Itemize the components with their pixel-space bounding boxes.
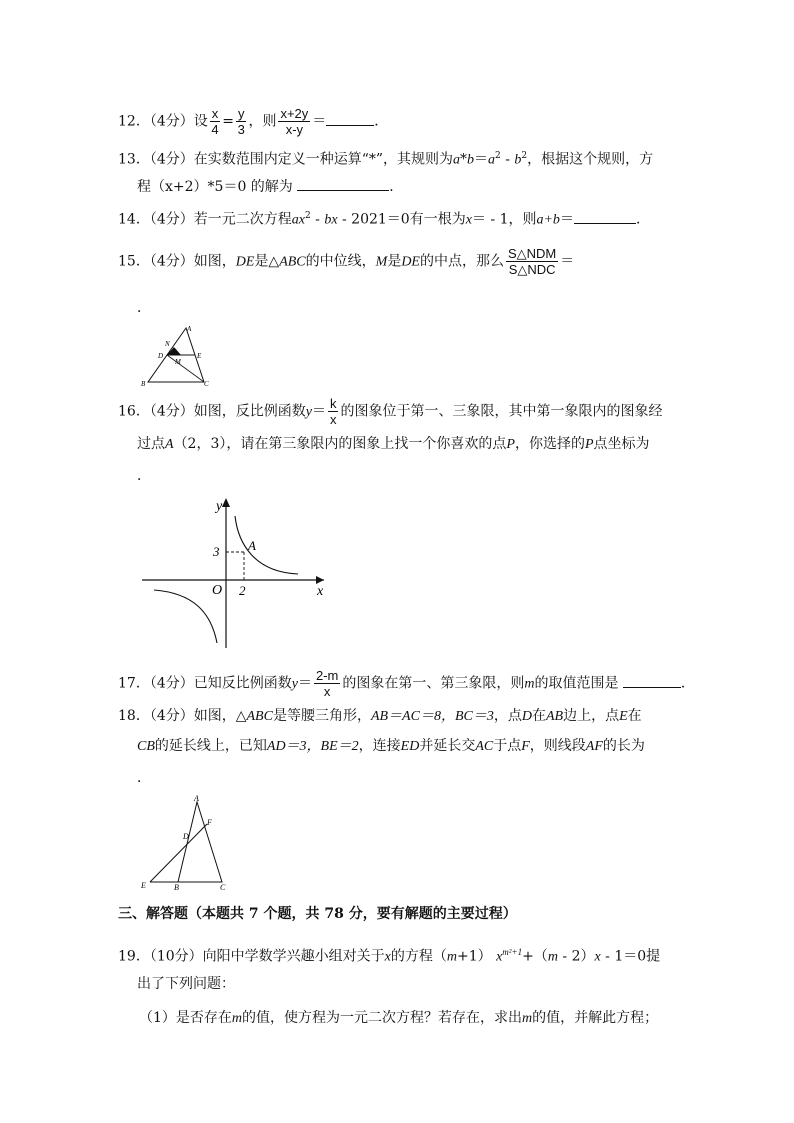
- hyperbola-branch-quadrant-1: [235, 516, 298, 574]
- question-14: 14．（4分）若一元二次方程$ax^2$ - bx - 2021＝0有一根为x＝ - 1，则a+b＝ ．: [118, 206, 650, 231]
- label-A: A: [194, 794, 199, 803]
- question-15: 15．（4分）如图，DE是△ABC的中位线，M是DE的中点，那么 $\frac{\text{S△NDM}}{\text{S△NDC}}$ ＝: [118, 246, 575, 277]
- question-16-line-2: 过点A（2，3），请在第三象限内的图象上找一个你喜欢的点P，你选择的P点坐标为: [137, 436, 650, 452]
- q12-text: 12．（4分）设: [118, 113, 208, 130]
- label-B: B: [141, 380, 146, 388]
- x-axis-label: x: [317, 584, 324, 599]
- q15-frac-area: $\frac{\text{S△NDM}}{\text{S△NDC}}$: [507, 246, 557, 277]
- question-19-part-1: （1）是否存在m的值，使方程为一元二次方程？若存在，求出m的值，并解此方程；: [139, 1010, 659, 1026]
- label-F: F: [207, 818, 212, 827]
- q12-frac-y3: $\frac{y}{3}$: [237, 106, 245, 137]
- label-A: A: [187, 325, 192, 333]
- question-13-line-1: 13．（4分）在实数范围内定义一种运算“*”，其规则为$a*b=a^2 - b^2$，根据这个规则，方: [118, 151, 654, 168]
- label-C: C: [204, 380, 209, 388]
- origin-label: O: [212, 583, 223, 598]
- figure-18-triangle: [136, 794, 232, 894]
- label-E: E: [197, 352, 202, 360]
- y-tick-label: 3: [213, 544, 220, 559]
- figure-16-hyperbola: [138, 494, 338, 654]
- section-3-heading: 三、解答题（本题共 7 个题，共 78 分，要有解题的主要过程）: [118, 906, 517, 922]
- y-axis-label: y: [216, 499, 223, 514]
- label-E: E: [141, 881, 146, 890]
- question-17: 17．（4分）已知反比例函数y＝ $\frac{2-m}{x}$ 的图象在第一、第三象限，则m的取值范围是 ．: [118, 668, 695, 699]
- question-18-line-1: 18．（4分）如图，△ABC是等腰三角形，AB＝AC＝8，BC＝3，点D在AB边上，点E在: [118, 708, 642, 724]
- answer-blank[interactable]: [326, 111, 374, 126]
- hyperbola-branch-quadrant-3: [154, 590, 217, 643]
- question-19-line-1: 19．（10分）向阳中学数学兴趣小组对关于x的方程（m+1） $x^{m^2+1}+(m - 2)x - 1=0$提: [118, 947, 661, 965]
- q12-frac-expr: $\frac{x+2y}{x-y}$: [280, 106, 309, 137]
- answer-blank[interactable]: [623, 673, 681, 688]
- x-tick-label: 2: [239, 583, 246, 598]
- answer-blank[interactable]: [574, 209, 636, 224]
- question-16-end: ．: [137, 468, 151, 484]
- label-M: M: [175, 358, 181, 366]
- label-N: N: [165, 340, 170, 348]
- q17-frac: $\frac{2-m}{x}$: [315, 668, 339, 699]
- answer-blank[interactable]: [297, 176, 389, 191]
- q16-frac-kx: $\frac{k}{x}$: [329, 396, 337, 427]
- question-18-line-2: CB的延长线上，已知AD＝3，BE＝2，连接ED并延长交AC于点F，则线段AF的长为: [137, 738, 645, 754]
- question-19-line-2: 出了下列问题：: [137, 976, 235, 992]
- label-D: D: [158, 352, 164, 360]
- label-D: D: [183, 832, 189, 841]
- question-13-line-2: 程（x+2）*5＝0 的解为 ．: [137, 176, 403, 197]
- label-C: C: [220, 883, 226, 892]
- figure-15-triangle: [138, 322, 212, 388]
- q12-frac-x4: $\frac{x}{4}$: [211, 106, 219, 137]
- point-A-label: A: [248, 538, 256, 553]
- question-15-end: ．: [137, 300, 151, 316]
- question-18-end: ．: [137, 770, 151, 786]
- label-B: B: [174, 883, 179, 892]
- question-12: 12．（4分）设 $\frac{x}{4}$ = $\frac{y}{3}$ ，则 $\frac{x+2y}{x-y}$ ＝ ．: [118, 106, 389, 137]
- question-16-line-1: 16．（4分）如图，反比例函数y＝ $\frac{k}{x}$ 的图象位于第一、三象限，其中第一象限内的图象经: [118, 396, 663, 427]
